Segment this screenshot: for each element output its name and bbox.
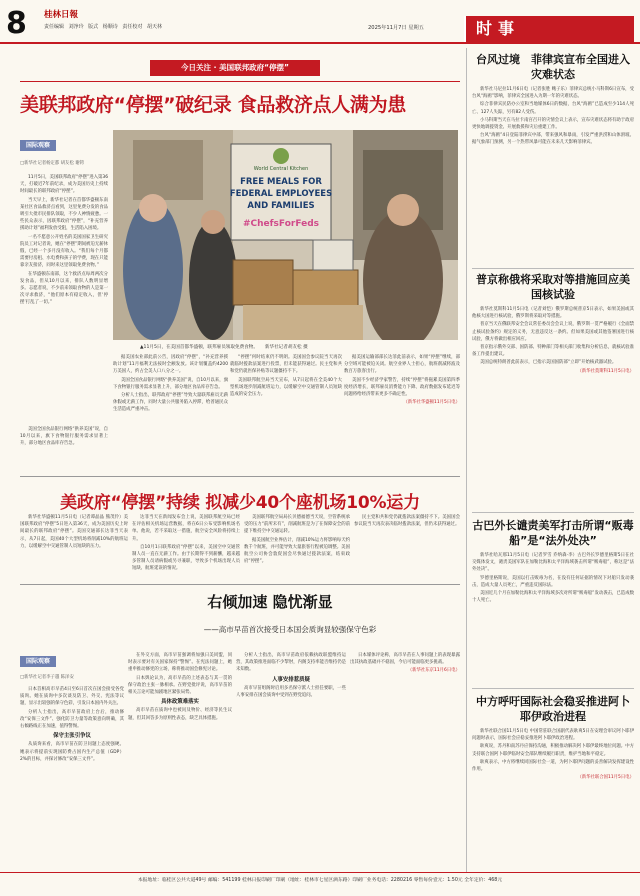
third-subheading: 人事安排惹质疑	[272, 676, 310, 683]
lead-headline: 美联邦政府“停摆”破纪录 食品救济点人满为患	[20, 94, 406, 116]
second-para: 据美国航空业界估计，削减10%运力将影响每天约数千个航班，并可能导致大量旅客行程被迫调整。美国航空公司协会敦促国会尽快通过拨款法案，结束政府“停摆”。	[244, 537, 350, 565]
third-subhead: ——高市早苗首次接受日本国会质询显较强保守色彩	[203, 625, 377, 634]
right-para: 罗德里格斯说，美国以打击贩毒为名，在没有任何证据的情况下对船只发动袭击，造成大量人员死亡，严重违反国际法。	[472, 575, 634, 588]
right-headline-3: 古巴外长谴责美军打击所谓“贩毒船”是“法外处决”	[472, 519, 634, 547]
lead-para: 据美国运输部部长达菲此前表示，如果“停摆”继续，部分空域可能被迫关闭。航空业界人士担心，航班削减将波及数百万旅客出行。	[344, 355, 460, 375]
right-para: 新华社联合国11月5日电 中国常驻联合国副代表耿爽5日在安理会审议阿卜耶伊问题时表示，国际社会应稳妥推进阿卜耶伊政治进程。	[472, 729, 634, 742]
right-sign: （新华社联合国11月5日电）	[577, 775, 634, 781]
sign-org: World Central Kitchen	[253, 166, 309, 172]
right-para: 普京当天在俄联邦安全会议常任委员会会议上说，俄罗斯一贯严格履行《全面禁止核试验条约》规定的义务，无意违反这一条约。但如果美国或其他签署国进行核试验，俄方将做出相应回应。	[472, 322, 634, 342]
right-body-3	[472, 552, 634, 676]
right-story-1	[472, 52, 634, 272]
right-body-1	[472, 86, 634, 272]
lead-sign: （新华社华盛顿11月5日电）	[403, 400, 460, 406]
lead-para: 美国全国食品银行网络“供养美国”说，自10月以来，旗下食物银行服务需求显著上升，部分地区食品库存告急。	[20, 427, 108, 447]
third-byline: □新华社记者李子越 陈泽安	[20, 675, 74, 680]
right-para: 美国近几个月在加勒比海和太平洋海域多次对所谓“贩毒船”发动袭击，已造成数十人死亡。	[472, 591, 634, 604]
third-column-1	[20, 686, 124, 870]
third-para: 高市早苗组阁时启用多名保守派人士担任要职，一些人事安排在国会质询中受到在野党追问。	[236, 685, 346, 699]
third-section-label	[20, 656, 56, 667]
divider	[20, 476, 460, 477]
right-story-4	[472, 694, 634, 864]
page-credits: 责任编辑 刘净玲 版式 杨顺诗 责任校对 胡天林	[44, 24, 162, 30]
food-line-photo	[113, 130, 458, 340]
third-column-4	[350, 652, 460, 870]
third-para: 日本舆论认为，高市早苗的上述表态与其一贯的保守政治主张一脉相承。在野党批评说，高市早苗的相关言论可能加剧地区紧张局势。	[128, 675, 232, 696]
right-headline-2: 普京称俄将采取对等措施回应美国核试验	[476, 273, 630, 301]
third-label-text: 国际观察	[26, 658, 51, 665]
section-title: 时事	[476, 19, 521, 38]
right-body-4	[472, 728, 634, 864]
second-para: 自10月1日联邦政府“停摆”以来，美国空中交通管制人员一直在无薪工作。由于长期得不到薪酬，越来越多管制人员请病假或另寻兼职，导致多个机场出现人员短缺、航班延误的情况。	[132, 544, 240, 572]
right-para: 新华社马尼拉11月6日电（记者张胜 鲍子乐）菲律宾总统小马科斯6日宣布，受台风“海鸥”影响，菲律宾全国进入为期一年的灾难状态。	[472, 87, 634, 100]
divider	[472, 268, 634, 269]
divider	[472, 688, 634, 689]
lead-para: 一名不愿意公开姓名的美国国家卫生研究院员工对记者说，她在“停摆”期间被迫无薪休假，已经一个多月没有收入。“我们每个月都需要付房租、水电费和孩子的学费，现在只能靠亲友接济，同时来这里领取免费食物。”	[20, 234, 108, 269]
third-para: 从质询来看，高市早苗在防卫问题上态度强硬。她表示将提前实现国防费占国内生产总值（GDP）2%的目标，并探讨修改“安保三文件”。	[20, 742, 124, 762]
third-para: 日本首相高市早苗4日至6日首次在国会接受各党质询。她在质询中多次谈及防卫、外交、宪法等议题，显示出较强的保守色彩，引发日本国内外关注。	[20, 687, 124, 707]
column-divider	[466, 48, 467, 872]
divider	[20, 584, 460, 585]
lead-para: 美国联邦航空局当天宣布，从7日起将在全美40个大型机场逐步削减航班运力，以缓解空中交通管制人员短缺造成的安全压力。	[230, 377, 342, 398]
lead-column-1	[20, 174, 108, 424]
lead-para: 美国全国食品银行网络“供养美国”说，自10月以来，旗下食物银行服务需求显著上升，部分地区食品库存告急。	[113, 377, 228, 390]
third-sign: （新华社东京11月6日电）	[407, 668, 460, 674]
right-para: 小马科斯当天在马拉卡南宫召开的灾情会议上表示，宣布灾难状态将有助于政府更快地调拨资金、开展救援和灾后重建工作。	[472, 117, 634, 131]
lead-para: 分析人士指出，联邦政府“停摆”导致大量联邦雇员无薪休假或无薪工作，同时大量公共服务陷入停滞，给普通民众生活造成严重冲击。	[113, 393, 228, 413]
lead-para: 11月5日，美国联邦政府“停摆”进入第36天，打破近7年前纪录，成为美国历史上持续时间最长的联邦政府“停摆”。	[20, 175, 108, 195]
second-para: 民主党和共和党仍就拨款法案僵持不下。美国国会参议院当天再次表决临时拨款法案，但仍未获得通过。	[354, 515, 460, 528]
sign-line-1: FREE MEALS FOR	[240, 177, 322, 187]
page-number: 8	[6, 6, 27, 41]
lead-label-text: 国际观察	[26, 142, 51, 149]
header-rule	[0, 42, 640, 44]
lead-section-label	[20, 140, 56, 151]
right-body-2	[472, 306, 634, 506]
section-tag	[466, 16, 634, 42]
second-para: 达菲当天在新闻发布会上说，美国联邦航空局已经在评估相关机场运营数据，将在6日公布受影响机场名单。他说，若不采取这一措施，航空安全风险将持续上升。	[132, 515, 240, 542]
third-column-2	[128, 652, 232, 870]
third-para: 日本媒体评论称，高市早苗在人事问题上的表现暴露出其执政基础并不稳固，今后可能面临更多挑战。	[350, 653, 460, 666]
third-para: 分析人士指出，高市早苗政府依赖执政联盟维持运营，其政策推进面临不少掣肘，内阁支持率能否维持仍是未知数。	[236, 653, 346, 673]
second-para: 美国联邦航空局局长贝德福德当天说，空管系统承受的压力“前所未有”，削减航班是为了在保障安全的前提下维持空中交通运转。	[244, 515, 350, 535]
sign-line-2: FEDERAL EMPLOYEES	[229, 189, 333, 199]
issue-date: 2025年11月7日 星期五	[368, 25, 424, 31]
lead-para: 美国不少经济学家警告，持续“停摆”将拖累美国第四季度经济增长，联邦雇员消费能力下降、政府数据发布延迟等问题将给经济带来更多不确定性。	[344, 377, 460, 398]
footer-info: 本报地址：临桂区公共大道49号 邮编：541199 桂林日报印刷厂印刷（地址：桂林市七星区漓东路）印刷厂业务电话：2280216 零售每份壹元：1.50元 全年定价：468元	[137, 878, 503, 883]
right-para: 综合菲律宾民防办公室和当地媒体6日的数据，台风“海鸥”已造成至少114人死亡、127人失踪，另有82人受伤。	[472, 102, 634, 115]
right-story-3	[472, 518, 634, 676]
lead-column-2	[113, 354, 228, 466]
right-para: 台风“海鸥”4日登陆菲律宾中部，带来强风和暴雨，引发严重洪涝和山体滑坡。据气象部门预测，另一个热带风暴可能在未来几天影响菲律宾。	[472, 133, 634, 146]
second-column-2	[132, 514, 240, 580]
right-para: 新华社哈瓦那11月5日电（记者罗雪 乔纳森·李）古巴外长罗德里格斯5日在社交媒体发文，谴责美国军队在加勒比海和太平洋海域袭击所谓“贩毒船”，称这是“法外处决”。	[472, 553, 634, 573]
third-para: 高市早苗在质询中也被问及物价、经济等民生议题，但其回答多为原则性表态，缺乏具体措施。	[128, 708, 232, 721]
lead-column-3	[230, 354, 342, 466]
lead-byline: □新华社记者杨定都 胡友松 谢锷	[20, 161, 85, 166]
lead-column-4	[344, 354, 460, 466]
right-headline-1: 台风过境 菲律宾宣布全国进入灾难状态	[476, 53, 630, 81]
second-column-1	[20, 514, 128, 580]
sign-hashtag: #ChefsForFeds	[242, 219, 320, 229]
photo-caption	[140, 344, 460, 350]
second-para: 新华社华盛顿11月5日电（记者谭晶晶 熊茂伶）美国联邦政府“停摆”5日进入第36天，成为美国历史上时间最长的联邦政府“停摆”。美国交通部长达菲当天表示，从7日起，美国40个大型机场将削减10%的航班运力，以缓解空中交通管制人员短缺的压力。	[20, 515, 128, 549]
right-para: 新华社莫斯科11月5日电（记者刘恺）俄罗斯总统普京5日表示，如果美国或其他核大国进行核试验，俄罗斯将采取对等措施。	[472, 307, 634, 320]
sign-line-3: AND FAMILIES	[247, 201, 315, 211]
third-subheading: 具体政策难落实	[161, 699, 199, 706]
third-para: 在外交方面，高市早苗强调将加强日美同盟，同时表示要对有关国家保持“警惕”。在宪法问题上，她重申推动修宪的立场，称将推动国会修宪讨论。	[128, 653, 232, 673]
third-subheading: 保守主张引争议	[53, 733, 91, 740]
third-column-3	[236, 652, 346, 870]
third-headline: 右倾加速 隐忧渐显	[207, 593, 333, 611]
second-column-3	[244, 514, 350, 580]
right-para: 普京指示俄外交部、国防部、特种部门等相关部门收集和分析信息，就核试验准备工作提出建议。	[472, 345, 634, 358]
right-para: 耿爽表示，中方将继续同国际社会一道，为阿卜耶伊问题的妥善解决发挥建设性作用。	[472, 759, 634, 773]
lead-photo	[113, 130, 458, 340]
second-column-4	[354, 514, 460, 580]
right-story-2	[472, 272, 634, 506]
lead-para: 在华盛顿东南部，这个救济点每周两次分发食品，但从10月以来，排队人数明显增多。志愿者说，不少前来领取食物的人是第一次寻求救济，“他们原本有稳定收入，但‘停摆’打乱了一切。”	[20, 271, 108, 306]
photo-credit: 新华社记者胡友松 摄	[264, 345, 308, 350]
divider	[472, 512, 634, 513]
paper-name: 桂林日報	[44, 10, 79, 20]
second-headline: 美政府“停摆”持续 拟减少40个座机场10%运力	[60, 493, 420, 513]
lead-para: “停摆”何时结束仍不明朗。美国国会参议院当天再次就临时拨款法案进行投票，但未能获得通过。民主党和共和党仍就医保补贴等议题僵持不下。	[230, 355, 342, 375]
lead-para: 当天早上，新华社记者在首都华盛顿东南某社区食品救济点看到，这里免费分发的食品吸引大批市民排队领取，不少人神情疲惫。一些民众表示，因联邦政府“停摆”，“补充营养援助计划”福利发放受阻，生活陷入困境。	[20, 197, 108, 232]
lead-kicker: 今日关注 · 美国联邦政府“停摆”	[150, 60, 320, 76]
caption-text: ▲11月5日，在美国首都华盛顿，联邦雇员领取免费食物。	[140, 345, 256, 350]
right-para: 美国总统特朗普此前表示，已指示美国国防部“立即”开始核武器试验。	[480, 360, 617, 366]
footer-rule	[0, 872, 640, 873]
lead-column-1b	[20, 426, 108, 470]
right-sign: （新华社莫斯科11月5日电）	[577, 368, 634, 374]
lead-para: 据美国农业部此前公告，因政府“停摆”，“补充营养援助计划”11月福利无法按时全额发放。该计划覆盖约4200万美国人，约占全美人口八分之一。	[113, 355, 228, 375]
third-para: 分析人士指出，高市早苗政府上台后，推动修改“安保三文件”、强化防卫力量等政策意向明确，其右倾路线正在加速，值得警惕。	[20, 709, 124, 730]
right-para: 耿爽说，苏丹和南苏丹应保持沟通，积极推动解决阿卜耶伊最终地位问题。中方支持联合国阿卜耶伊临时安全部队继续履行职责，维护当地和平稳定。	[472, 744, 634, 757]
right-headline-4: 中方呼吁国际社会稳妥推进阿卜耶伊政治进程	[476, 695, 630, 723]
